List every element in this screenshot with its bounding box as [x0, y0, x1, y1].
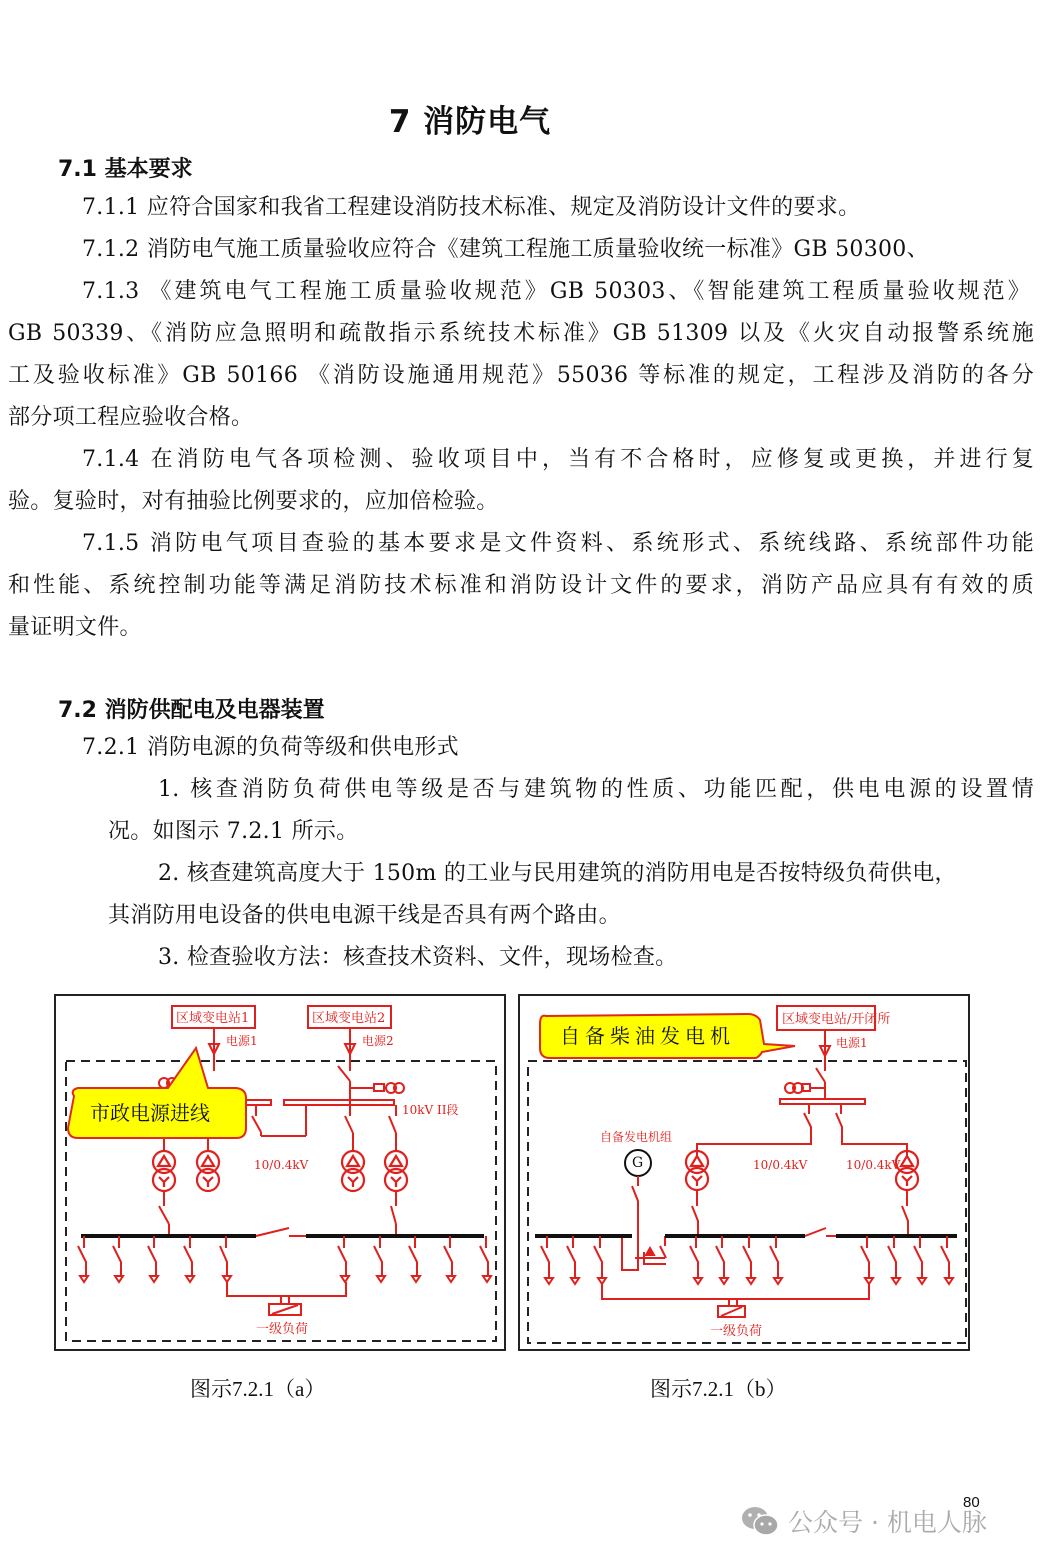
- paragraph-7-1-3-line-2: GB 50339、《消防应急照明和疏散指示系统技术标准》GB 51309 以及《火灾自动报警系统施: [8, 321, 1034, 346]
- paragraph-7-1-3-line-4: 部分项工程应验收合格。: [8, 405, 254, 430]
- first-class-load-label-b: 一级负荷: [710, 1324, 763, 1339]
- paragraph-7-1-5-line-3: 量证明文件。: [8, 615, 142, 640]
- figure-caption-b: 图示7.2.1（b）: [650, 1377, 787, 1401]
- paragraph-7-1-5-line-2: 和性能、系统控制功能等满足消防技术标准和消防设计文件的要求，消防产品应具有有效的质: [8, 573, 1034, 598]
- paragraph-7-1-2: 7.1.2 消防电气施工质量验收应符合《建筑工程施工质量验收统一标准》GB 50300、: [82, 237, 929, 262]
- wechat-icon: [740, 1505, 780, 1537]
- source-2-label: 电源2: [362, 1034, 394, 1048]
- single-line-diagram-a: [56, 996, 504, 1349]
- source-1-label: 电源1: [226, 1034, 258, 1048]
- callout-text-a: 市政电源进线: [90, 1101, 210, 1125]
- subsection-heading-7-2-1: 7.2.1 消防电源的负荷等级和供电形式: [82, 735, 459, 760]
- list-item-1-line-1: 1. 核查消防负荷供电等级是否与建筑物的性质、功能匹配，供电电源的设置情: [158, 777, 1034, 802]
- watermark: [740, 1503, 987, 1539]
- bus-10kv-label: 10kV II段: [402, 1103, 459, 1117]
- figure-caption-a: 图示7.2.1（a）: [190, 1377, 326, 1401]
- generator-symbol: G: [632, 1155, 644, 1171]
- section-heading-7-2: 7.2 消防供配电及电器装置: [58, 698, 325, 723]
- source-1-label-b: 电源1: [836, 1036, 868, 1050]
- generator-set-label: 自备发电机组: [600, 1130, 673, 1144]
- substation-2-label: 区域变电站2: [312, 1011, 386, 1026]
- chapter-title: 7 消防电气: [388, 104, 552, 140]
- paragraph-7-1-5-line-1: 7.1.5 消防电气项目查验的基本要求是文件资料、系统形式、系统线路、系统部件功能: [82, 531, 1034, 556]
- figure-7-2-1-b: [518, 994, 970, 1351]
- watermark-text: 公众号 · 机电人脉: [788, 1508, 987, 1537]
- list-item-2-line-2: 其消防用电设备的供电电源干线是否具有两个路由。: [108, 903, 621, 928]
- page-number: 80: [963, 1494, 980, 1511]
- paragraph-7-1-3-line-3: 工及验收标准》GB 50166 《消防设施通用规范》55036 等标准的规定，工程涉及消防的各分: [8, 363, 1034, 388]
- callout-text-b: 自备柴油发电机: [560, 1024, 735, 1048]
- transformer-ratio-label-right: 10/0.4kV: [846, 1158, 901, 1172]
- substation-1-label: 区域变电站1: [176, 1011, 250, 1026]
- paragraph-7-1-4-line-1: 7.1.4 在消防电气各项检测、验收项目中，当有不合格时，应修复或更换，并进行复: [82, 447, 1034, 472]
- transformer-ratio-label-left: 10/0.4kV: [753, 1158, 808, 1172]
- paragraph-7-1-3-line-1: 7.1.3 《建筑电气工程施工质量验收规范》GB 50303、《智能建筑工程质量验收规范》: [82, 279, 1030, 304]
- transformer-ratio-label: 10/0.4kV: [254, 1158, 309, 1172]
- paragraph-7-1-4-line-2: 验。复验时，对有抽验比例要求的，应加倍检验。: [8, 489, 499, 514]
- list-item-1-line-2: 况。如图示 7.2.1 所示。: [108, 819, 359, 844]
- section-heading-7-1: 7.1 基本要求: [58, 157, 193, 182]
- single-line-diagram-b: [520, 996, 968, 1349]
- first-class-load-label: 一级负荷: [256, 1322, 309, 1337]
- figure-7-2-1-a: [54, 994, 506, 1351]
- list-item-2-line-1: 2. 核查建筑高度大于 150m 的工业与民用建筑的消防用电是否按特级负荷供电，: [158, 861, 957, 886]
- substation-label: 区域变电站/开闭所: [782, 1012, 891, 1027]
- list-item-3: 3. 检查验收方法：核查技术资料、文件，现场检查。: [158, 945, 678, 970]
- paragraph-7-1-1: 7.1.1 应符合国家和我省工程建设消防技术标准、规定及消防设计文件的要求。: [82, 195, 861, 220]
